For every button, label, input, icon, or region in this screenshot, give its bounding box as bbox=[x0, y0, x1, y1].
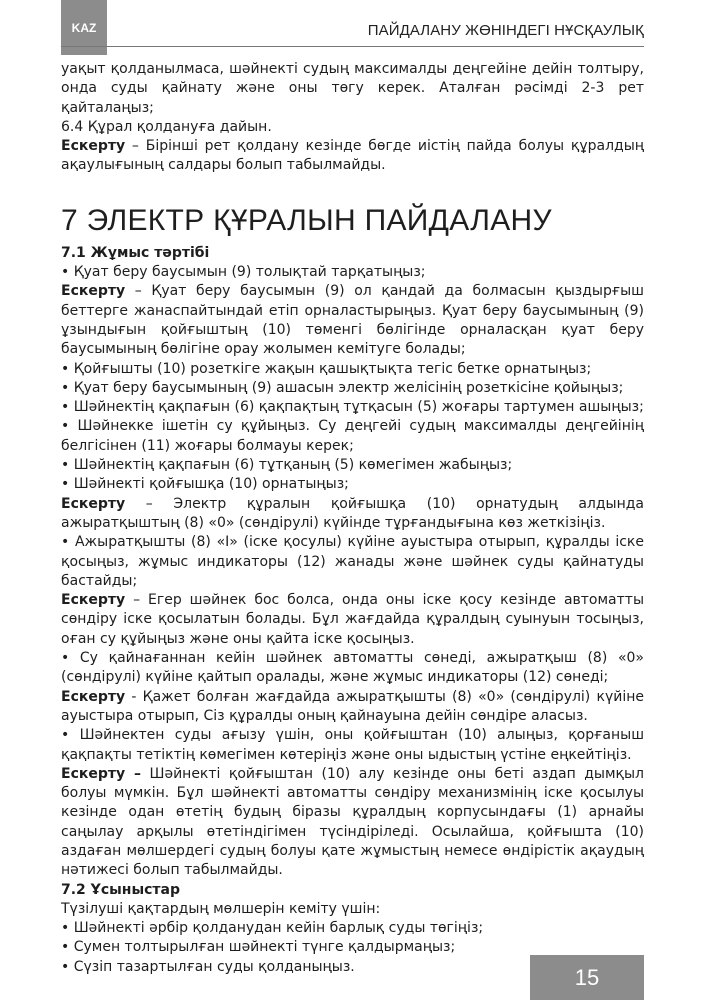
note-label: Ескерту bbox=[61, 592, 126, 609]
header-title: ПАЙДАЛАНУ ЖӨНІНДЕГІ НҰСҚАУЛЫҚ bbox=[367, 22, 644, 39]
note-text: – Электр құралын қойғышқа (10) орнатудың алдында ажыратқыштың (8) «0» (сөндірулі) күйінде тұрғандығына көз жеткізіңіз. bbox=[61, 495, 644, 531]
note-text: – Қуат беру баусымын (9) ол қандай да болмасын қыздырғыш беттерге жанаспайтындай етіп орналастырыңыз. Қуат беру баусымының (9) ұзындығын қойғыштың (10) төменгі бөлігінде орналасқан қуат беру баусымының бөлігіне орау жолымен кемітуге болады; bbox=[61, 283, 644, 358]
bullet-item: • Қойғышты (10) розеткіге жақын қашықтықта тегіс бетке орнатыңыз; bbox=[61, 360, 592, 377]
bullet-item: • Су қайнағаннан кейін шәйнек автоматты сөнеді, ажыратқыш (8) «0» (сөндірулі) күйіне қайтып оралады, жәнe жұмыс индикаторы (12) сөнеді; bbox=[61, 650, 644, 686]
bullet-item: • Шәйнектің қақпағын (6) қақпақтың тұтқасын (5) жоғары тартумен ашыңыз; bbox=[61, 399, 644, 416]
note-label: Ескерту bbox=[61, 283, 126, 300]
bullet-item: • Сүзіп тазартылған суды қолданыңыз. bbox=[61, 958, 355, 975]
bullet-item: • Қуат беру баусымын (9) толықтай тарқатыңыз; bbox=[61, 264, 426, 281]
note-label: Ескерту bbox=[61, 495, 126, 512]
note-paragraph bbox=[61, 282, 644, 359]
bullet-item: • Шәйнектен суды ағызу үшін, оны қойғыштан (10) алыңыз, қорғаныш қақпақты тетіктің көмегімен көтеріңіз және оны ыдыстың үстіне еңкейтіңіз. bbox=[61, 727, 644, 763]
language-label: KAZ bbox=[71, 20, 97, 35]
note-paragraph bbox=[61, 495, 644, 534]
note-label: Ескерту bbox=[61, 688, 126, 705]
page-number: 15 bbox=[574, 964, 600, 990]
subsection-title: 7.2 Ұсыныстар bbox=[61, 881, 180, 898]
note-paragraph bbox=[61, 765, 644, 881]
note-text: – Егер шәйнек бос болса, онда оны іске қосу кезінде автоматты сөндіру іске қосылатын болады. Бұл жағдайда құралдың суынуын тосыңыз, оған су құйыңыз және оны қайта іске қосыңыз. bbox=[61, 592, 644, 647]
bullet-item: • Шәйнекті қойғышқа (10) орнатыңыз; bbox=[61, 476, 349, 493]
paragraph: 6.4 Құрал қолдануға дайын. bbox=[61, 118, 272, 135]
bullet-item: • Шәйнекке ішетін су құйыңыз. Су деңгейі судың максималды деңгейінің белгісінен (11) жоғары болмауы керек; bbox=[61, 418, 644, 454]
note-paragraph bbox=[61, 591, 644, 649]
subsection-title: 7.1 Жұмыс тәртібі bbox=[61, 244, 210, 261]
page-number-box bbox=[530, 955, 644, 1000]
note-text: – Бірінші рет қолдану кезінде бөгде иістің пайда болуы құралдың ақаулығының салдары болып табылмайды. bbox=[61, 138, 644, 174]
header-divider bbox=[61, 46, 644, 47]
paragraph: Түзілуші қақтардың мөлшерін кеміту үшін: bbox=[61, 900, 381, 917]
note-text: Шәйнекті қойғыштан (10) алу кезінде оны беті аздап дымқыл болуы мүмкін. Бұл шәйнекті автоматты сөндіру механизмінің іске қосылуы кезінде одан өтетің будың біразы құралдың корпусындағы (1) арнайы саңылау арқылы өтетіндігімен түсіндіріледі. Осылайша, қойғышта (10) аздаған мөлшердегі судың болуы қате жұмыстың немесе өндірістік ақаудың нәтижесі болып табылмайды. bbox=[61, 765, 644, 879]
page-content bbox=[61, 60, 644, 977]
paragraph: уақыт қолданылмаса, шәйнекті судың максималды деңгейіне дейін толтыру, онда суды қайнату және оны төгу керек. Аталған рәсімді 2-3 рет қайталаңыз; bbox=[61, 61, 644, 116]
note-paragraph bbox=[61, 688, 644, 727]
bullet-item: • Ажыратқышты (8) «I» (іске қосулы) күйіне ауыстыра отырып, құралды іске қосыңыз, жұмыс индикаторы (12) жанады және шәйнек суды қайнатуды бастайды; bbox=[61, 534, 644, 589]
note-label: Ескерту – bbox=[61, 765, 142, 782]
bullet-item: • Сумен толтырылған шәйнекті түнге қалдырмаңыз; bbox=[61, 939, 456, 956]
bullet-item: • Шәйнекті әрбір қолданудан кейін барлық суды төгіңіз; bbox=[61, 920, 484, 937]
bullet-item: • Қуат беру баусымының (9) ашасын электр желісінің розеткісіне қойыңыз; bbox=[61, 379, 624, 396]
note-text: - Қажет болған жағдайда ажыратқышты (8) «0» (сөндірулі) күйіне ауыстыра отырып, Сіз құралды оның қайнауына дейін сөндіре аласыз. bbox=[61, 688, 644, 724]
note-paragraph bbox=[61, 137, 644, 176]
section-title: 7 ЭЛЕКТР ҚҰРАЛЫН ПАЙДАЛАНУ bbox=[61, 203, 552, 237]
note-label: Ескерту bbox=[61, 138, 126, 155]
bullet-item: • Шәйнектің қақпағын (6) тұтқаның (5) көмегімен жабыңыз; bbox=[61, 457, 513, 474]
